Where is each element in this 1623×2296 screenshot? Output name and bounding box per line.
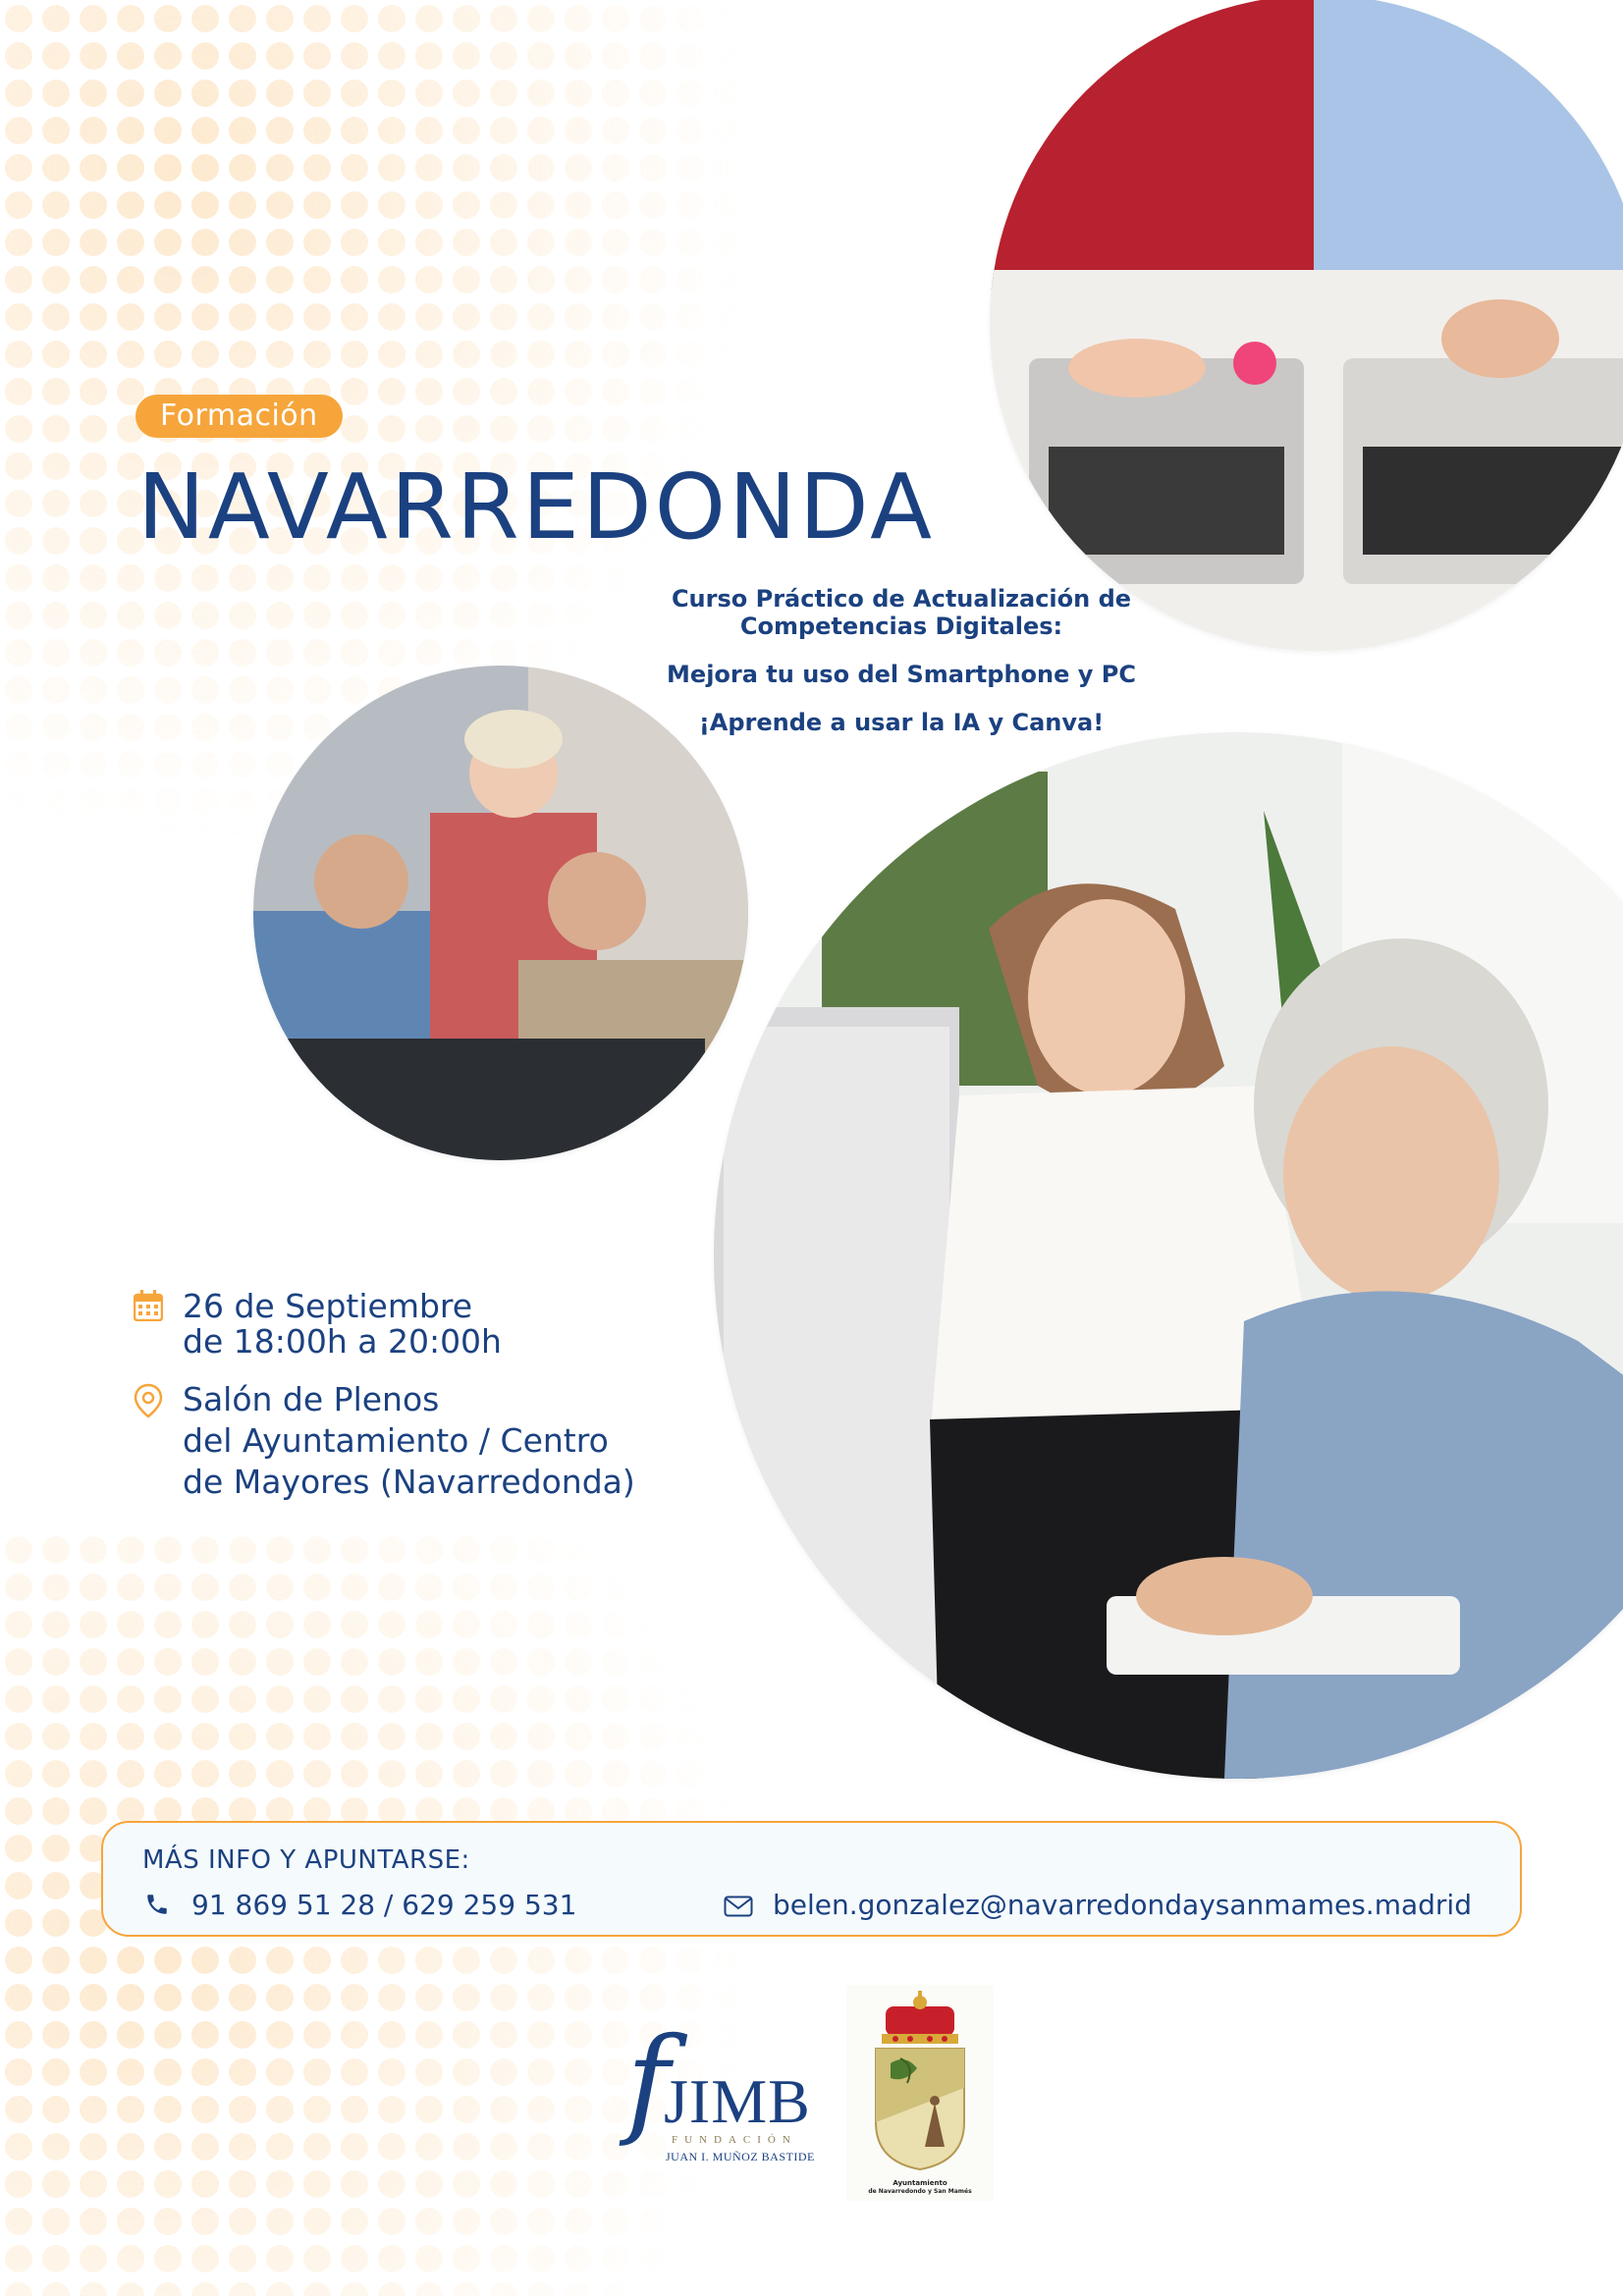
- contact-phone[interactable]: 91 869 51 28 / 629 259 531: [191, 1889, 577, 1921]
- fjimb-logo-fundacion: FUNDACIÓN: [672, 2134, 797, 2146]
- location-pin-icon: [134, 1383, 163, 1416]
- fjimb-logo-subtitle: JUAN I. MUÑOZ BASTIDE: [666, 2150, 815, 2163]
- contact-label: MÁS INFO Y APUNTARSE:: [142, 1845, 470, 1875]
- event-date-text: 26 de Septiembre: [183, 1287, 473, 1325]
- contact-box: [101, 1821, 1522, 1937]
- place-line-2: del Ayuntamiento / Centro: [183, 1421, 609, 1460]
- coat-caption-2: de Navarredondo y San Mamés: [868, 2188, 972, 2195]
- town-coat-of-arms-logo: [846, 1985, 994, 2201]
- course-highlight: ¡Aprende a usar la IA y Canva!: [698, 709, 1105, 736]
- place-line-3: de Mayores (Navarredonda): [183, 1463, 635, 1501]
- mail-icon: [724, 1896, 753, 1917]
- phone-icon: [144, 1892, 170, 1917]
- course-tagline: Mejora tu uso del Smartphone y PC: [667, 661, 1136, 688]
- fjimb-logo: [626, 2013, 823, 2163]
- event-time-text: de 18:00h a 20:00h: [183, 1322, 502, 1361]
- page-title: NAVARREDONDA: [137, 454, 936, 560]
- contact-email[interactable]: belen.gonzalez@navarredondaysanmames.madrid: [773, 1889, 1472, 1921]
- coat-caption-1: Ayuntamiento: [893, 2179, 947, 2187]
- calendar-icon: [134, 1290, 163, 1323]
- course-title-line-1: Curso Práctico de Actualización de: [671, 585, 1132, 613]
- photo-group-at-monitor: [253, 666, 748, 1160]
- fjimb-logo-name: JIMB: [664, 2066, 811, 2136]
- course-title: [628, 585, 1174, 640]
- photo-laptops-typing: [990, 0, 1623, 651]
- place-line-1: Salón de Plenos: [183, 1380, 440, 1418]
- category-badge: Formación: [135, 395, 343, 438]
- fjimb-logo-mark: f: [626, 2013, 671, 2150]
- course-title-line-2: Competencias Digitales:: [739, 613, 1063, 640]
- photo-woman-helping-senior: [714, 732, 1623, 1779]
